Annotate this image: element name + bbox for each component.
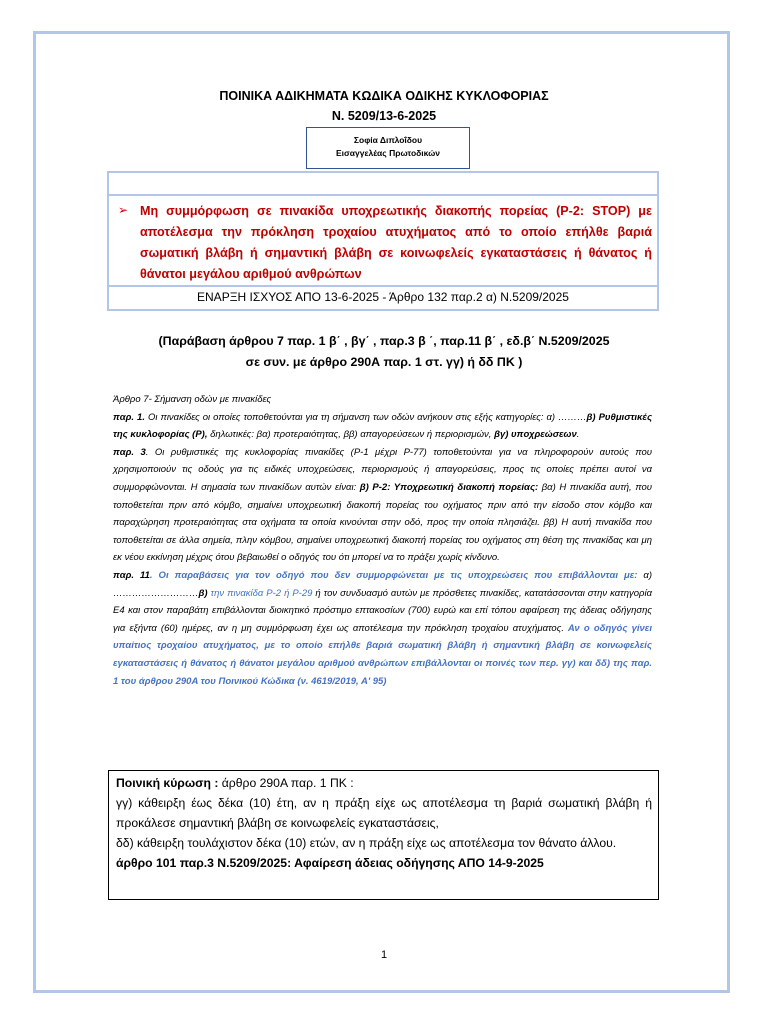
author-name: Σοφία Διπλοΐδου: [353, 135, 423, 145]
article-text: [113, 391, 652, 690]
paragraph-1: παρ. 1. Οι πινακίδες οι οποίες τοποθετούνται για τη σήμανση των οδών ανήκουν στις εξής κατηγορίες: α) ………β) Ρυθμιστικές της κυκλοφορίας (Ρ), δηλωτικές: βα) προτεραιότητας, ββ) απαγορεύσεων ή περιορισμών, βγ) υποχρεώσεων.: [113, 411, 653, 441]
author-role: Εισαγγελέας Πρωτοδικών: [335, 148, 441, 158]
penalty-dd: δδ) κάθειρξη τουλάχιστον δέκα (10) ετών, αν η πράξη είχε ως αποτέλεσμα τον θάνατο άλλου.: [116, 836, 617, 850]
effective-date: ΕΝΑΡΞΗ ΙΣΧΥΟΣ ΑΠΟ 13-6-2025 - Άρθρο 132 παρ.2 α) Ν.5209/2025: [197, 290, 569, 304]
author-box: [306, 127, 470, 169]
penalty-gg: γγ) κάθειρξη έως δέκα (10) έτη, αν η πράξη είχε ως αποτέλεσμα τη βαριά σωματική βλάβη ή προκάλεσε σημαντική βλάβη σε κοινωφελείς εγκαταστάσεις,: [116, 796, 652, 830]
arrow-bullet-icon: ➢: [118, 203, 129, 217]
paragraph-3: παρ. 3. Οι ρυθμιστικές της κυκλοφορίας πινακίδες (Ρ-1 μέχρι Ρ-77) τοποθετούνται για να πληροφορούν αυτούς που χρησιμοποιούν τις οδούς για τις ειδικές υποχρεώσεις, περιορισμούς ή απαγορεύσεις, προς τις οποίες πρέπει αυτοί να συμμορφώνονται. Η σημασία των πινακίδων αυτών είναι: β) Ρ-2: Υποχρεωτική διακοπή πορείας: βα) Η πινακίδα αυτή, που τοποθετείται πριν από κόμβο, σημαίνει υποχρεωτική διακοπή πορείας του οχήματος πριν από την είσοδο στον κόμβο και παραχώρηση προτεραιότητας στα οχήματα τα οποία κινούνται στην οδό, προς την οποία πλησιάζει. ββ) Η αυτή πινακίδα που τοποθετείται σε άλλα σημεία, πλην κόμβου, σημαίνει υποχρεωτική διακοπή πορείας του οχήματος στη θέση της πινακίδας και μη εκ νέου εκκίνηση μέχρις ότου βεβαιωθεί ο οδηγός του ότι μπορεί να το πράξει χωρίς κίνδυνο.: [113, 446, 652, 564]
paragraph-11: παρ. 11. Οι παραβάσεις για τον οδηγό που δεν συμμορφώνεται με τις υποχρεώσεις που επιβάλλονται με: α) ………………………β) την πινακίδα Ρ-2 ή Ρ-29 ή τον συνδυασμό αυτών με πρόσθετες πινακίδες, κατατάσσονται στην κατηγορία Ε4 και στον παραβάτη επιβάλλονται διοικητικό πρόστιμο επτακοσίων (700) ευρώ και επί τόπου αφαίρεση της άδειας οδήγησης για εξήντα (60) ημέρες, αν η μη συμμόρφωση έχει ως αποτέλεσμα την πρόκληση τροχαίου ατυχήματος. Αν ο οδηγός γίνει υπαίτιος τροχαίου ατυχήματος, με το οποίο επήλθε βαριά σωματική βλάβη ή σημαντική βλάβη σε κοινωφελείς εγκαταστάσεις ή θάνατος ή θάνατοι μεγάλου αριθμού ανθρώπων επιβάλλονται οι ποινές των περ. γγ) και δδ) της παρ. 1 του άρθρου 290Α του Ποινικού Κώδικα (ν. 4619/2019, Α' 95): [113, 569, 653, 687]
effective-date-box: [107, 287, 659, 311]
page-number: 1: [380, 949, 388, 961]
law-number: Ν. 5209/13-6-2025: [331, 109, 437, 123]
license-suspension: άρθρο 101 παρ.3 Ν.5209/2025: Αφαίρεση άδειας οδήγησης ΑΠΟ 14-9-2025: [116, 856, 544, 870]
article-heading: Άρθρο 7- Σήμανση οδών με πινακίδες: [113, 394, 272, 405]
penalty-box: [108, 770, 659, 900]
penalty-heading: Ποινική κύρωση : άρθρο 290Α παρ. 1 ΠΚ :: [116, 776, 354, 790]
violation-line-2: σε συν. με άρθρο 290Α παρ. 1 στ. γγ) ή δδ ΠΚ ): [245, 355, 523, 369]
offense-box: [107, 196, 659, 287]
offense-description: Μη συμμόρφωση σε πινακίδα υποχρεωτικής διακοπής πορείας (Ρ-2: STOP) με αποτέλεσμα την πρόκληση τροχαίου ατυχήματος από το οποίο επήλθε βαριά σωματική βλάβη ή σημαντική βλάβη σε κοινωφελείς εγκαταστάσεις ή θάνατος ή θάνατοι μεγάλου αριθμού ανθρώπων: [140, 204, 652, 281]
violation-line-1: (Παράβαση άρθρου 7 παρ. 1 β΄ , βγ΄ , παρ.3 β ΄, παρ.11 β΄ , εδ.β΄ Ν.5209/2025: [158, 334, 610, 348]
document-title: ΠΟΙΝΙΚΑ ΑΔΙΚΗΜΑΤΑ ΚΩΔΙΚΑ ΟΔΙΚΗΣ ΚΥΚΛΟΦΟΡΙΑΣ: [219, 89, 549, 103]
empty-table-row: [107, 171, 659, 196]
